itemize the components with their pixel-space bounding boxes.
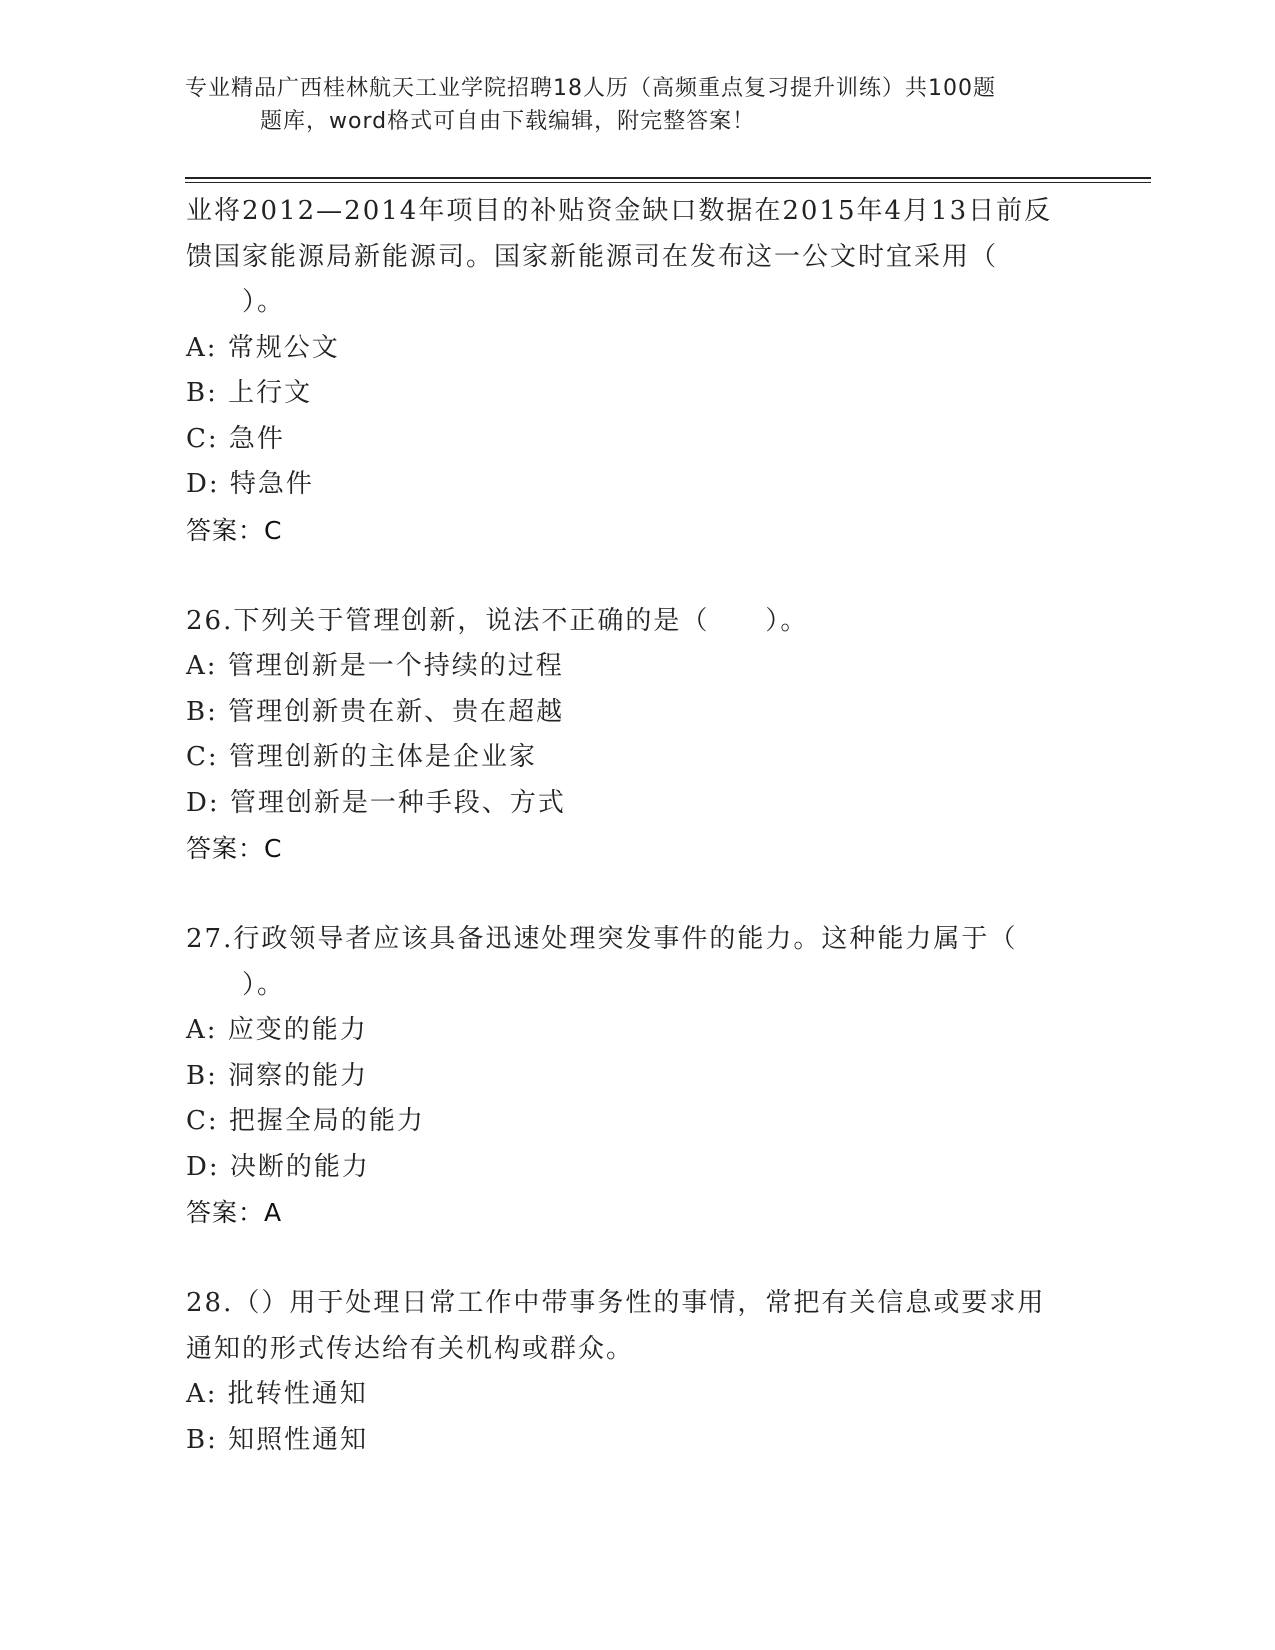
option-a: A: 常规公文	[186, 332, 340, 363]
question-26	[186, 599, 1086, 872]
question-text: 通知的形式传达给有关机构或群众。	[186, 1333, 635, 1364]
option-c: C: 把握全局的能力	[186, 1106, 425, 1136]
answer: 答案：C	[186, 834, 283, 863]
question-25	[186, 189, 1086, 553]
question-27	[186, 917, 1086, 1236]
question-text: 业将2012—2014年项目的补贴资金缺口数据在2015年4月13日前反	[186, 196, 1053, 226]
question-content	[186, 189, 1086, 1463]
option-b: B: 上行文	[186, 378, 313, 408]
question-text: 26.下列关于管理创新，说法不正确的是（ ）。	[186, 605, 809, 636]
option-c: C: 管理创新的主体是企业家	[186, 742, 537, 772]
option-a: A: 应变的能力	[186, 1015, 368, 1045]
header-rule-thin	[185, 182, 1151, 183]
question-text: 27.行政领导者应该具备迅速处理突发事件的能力。这种能力属于（	[186, 924, 1018, 954]
spacer	[186, 1236, 1086, 1282]
option-a: A: 管理创新是一个持续的过程	[186, 651, 564, 681]
option-d: D: 特急件	[186, 469, 314, 499]
answer: 答案：C	[186, 515, 283, 545]
spacer	[186, 553, 1086, 599]
spacer	[186, 872, 1086, 918]
option-c: C: 急件	[186, 423, 285, 454]
header-title-line1: 专业精品广西桂林航天工业学院招聘18人历（高频重点复习提升训练）共100题	[185, 76, 996, 101]
header-title-line2: 题库，word格式可自由下载编辑，附完整答案！	[260, 109, 756, 134]
option-d: D: 管理创新是一种手段、方式	[186, 787, 566, 818]
question-28	[186, 1281, 1086, 1463]
answer: 答案：A	[186, 1198, 283, 1227]
option-a: A: 批转性通知	[186, 1379, 368, 1409]
question-text: 馈国家能源局新能源司。国家新能源司在发布这一公文时宜采用（	[186, 241, 999, 272]
header-rule-thick	[185, 177, 1151, 179]
option-b: B: 知照性通知	[186, 1424, 369, 1455]
question-text: ）。	[242, 969, 286, 1000]
option-d: D: 决断的能力	[186, 1151, 370, 1182]
option-b: B: 洞察的能力	[186, 1060, 369, 1091]
question-text: ）。	[242, 287, 286, 317]
question-text: 28.（）用于处理日常工作中带事务性的事情，常把有关信息或要求用	[186, 1288, 1046, 1318]
document-header	[185, 72, 1065, 138]
option-b: B: 管理创新贵在新、贵在超越	[186, 696, 565, 727]
